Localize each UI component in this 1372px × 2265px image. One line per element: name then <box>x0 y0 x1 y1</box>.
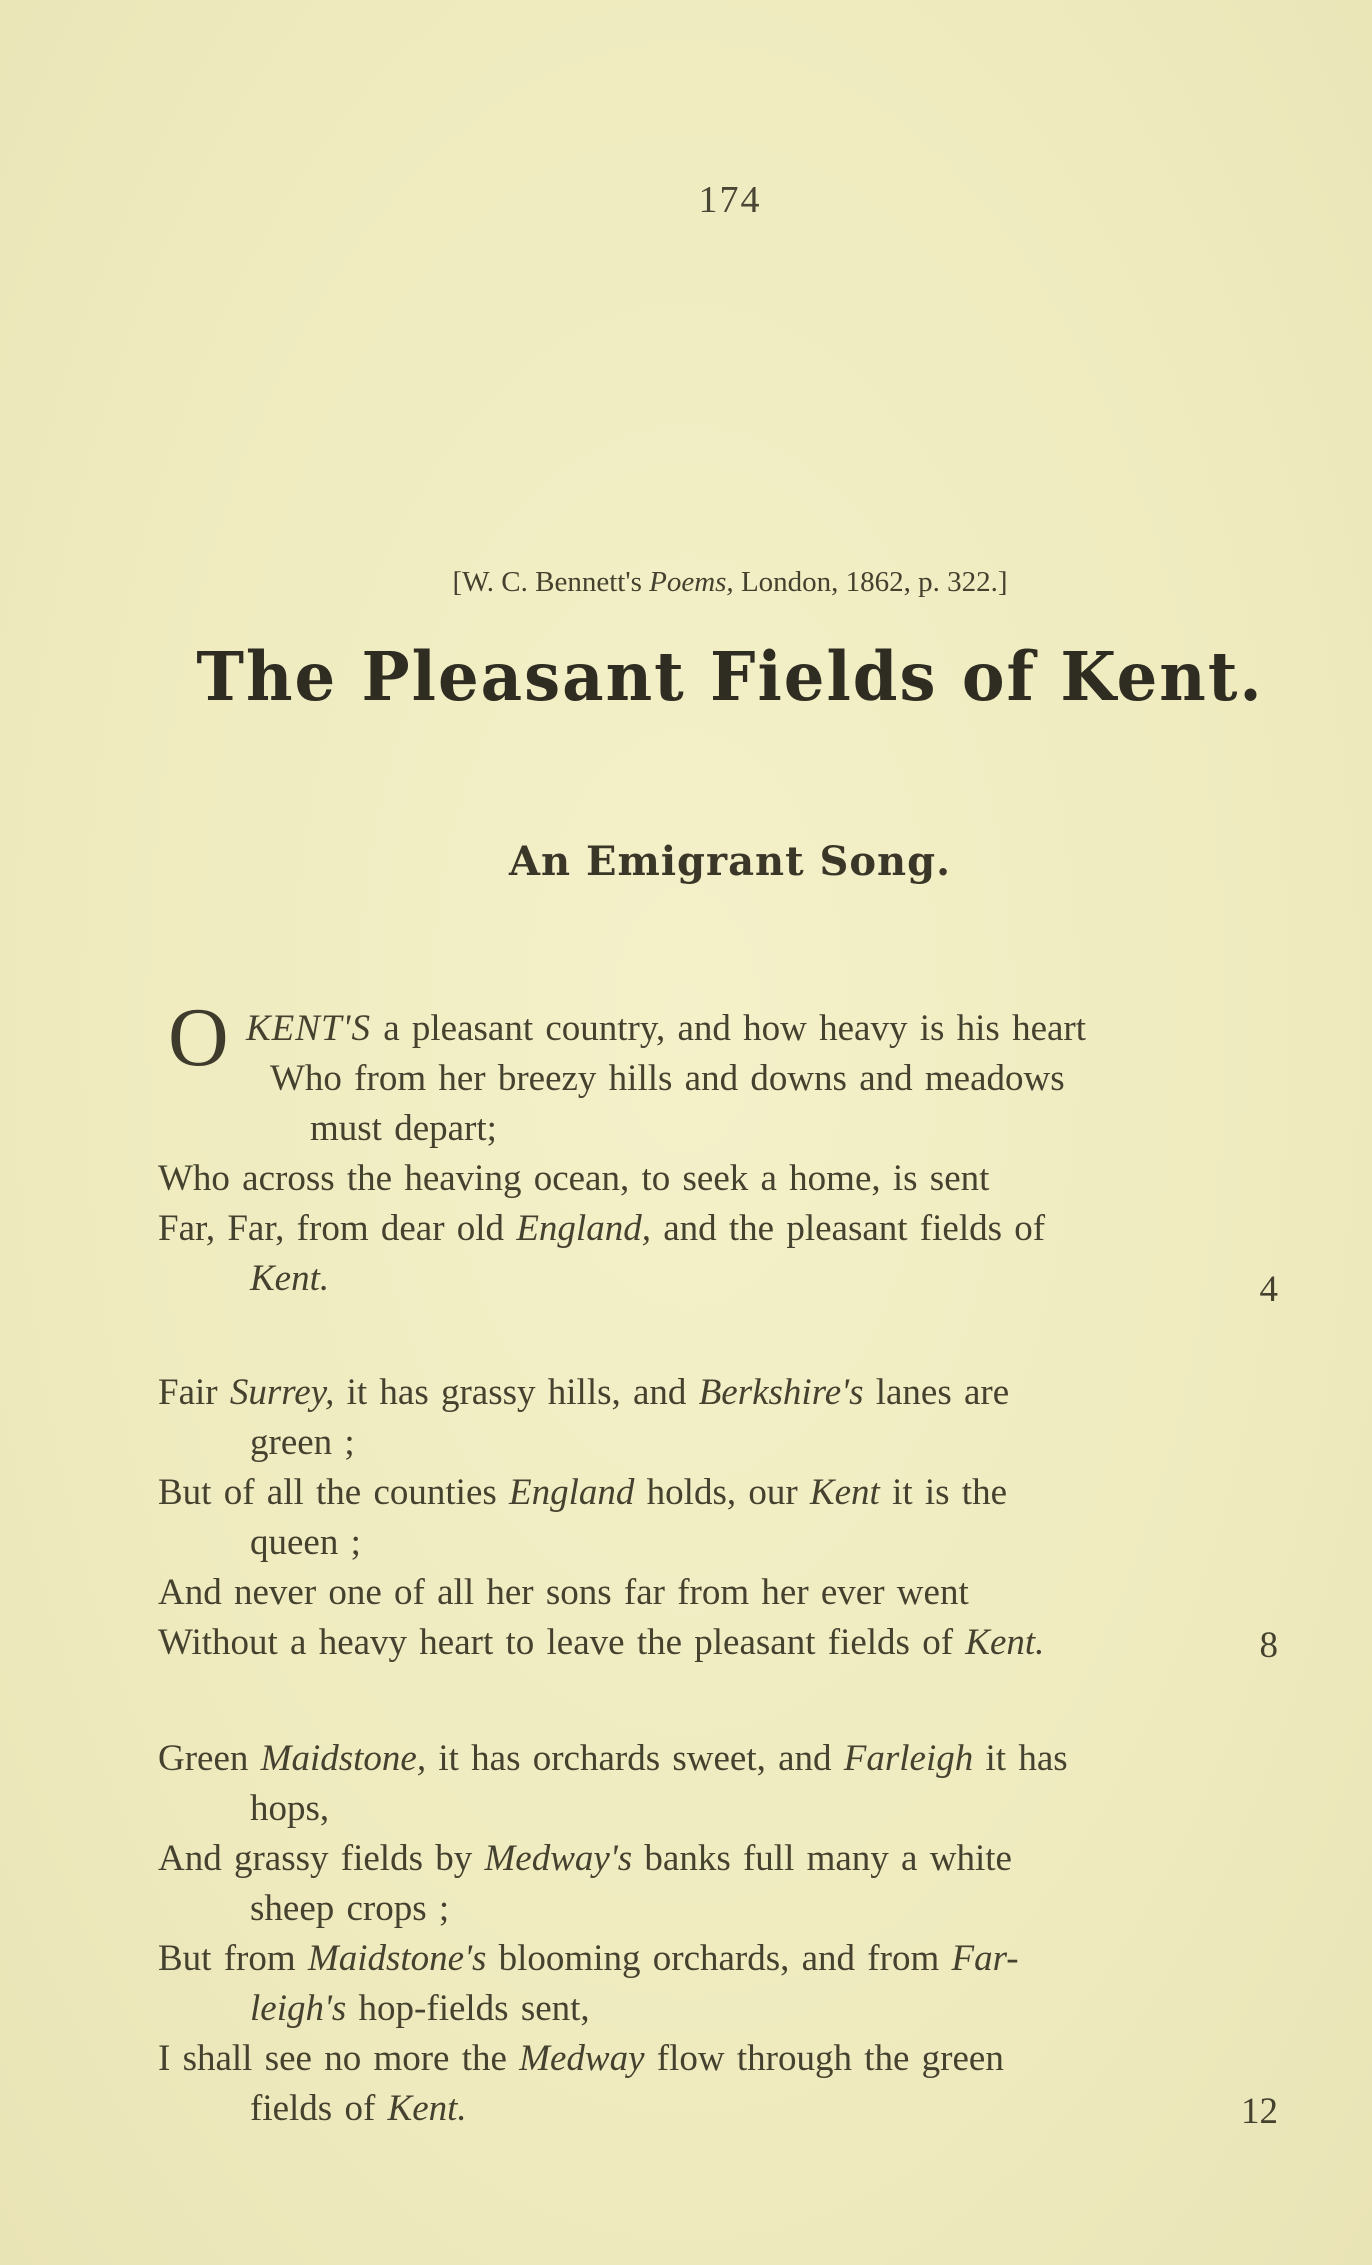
stanza-2-line-4: queen ; <box>250 1522 361 1563</box>
stanza-3-line-2: hops, <box>250 1788 330 1829</box>
line-number-12: 12 <box>1241 2091 1278 2132</box>
stanza-1-line-5: Far, Far, from dear old England, and the pleasant fields of <box>158 1208 1046 1249</box>
source-prefix: [W. C. Bennett's <box>452 566 650 598</box>
stanza-1-line-2: Who from her breezy hills and downs and meadows <box>270 1058 1065 1099</box>
stanza-1-line-4: Who across the heaving ocean, to seek a home, is sent <box>158 1158 990 1199</box>
line-number-8: 8 <box>1259 1625 1278 1666</box>
source-suffix: London, 1862, p. 322.] <box>733 566 1008 598</box>
stanza-3-line-8: fields of Kent. <box>250 2088 467 2129</box>
stanza-3-line-5: But from Maidstone's blooming orchards, and from Far- <box>158 1938 1019 1979</box>
stanza-3-line-4: sheep crops ; <box>250 1888 450 1929</box>
drop-cap: O <box>168 991 229 1084</box>
stanza-3-line-7: I shall see no more the Medway flow through the green <box>158 2038 1004 2079</box>
poem-title: The Pleasant Fields of Kent. <box>196 638 1264 717</box>
stanza-2-line-1: Fair Surrey, it has grassy hills, and Berkshire's lanes are <box>158 1372 1010 1413</box>
stanza-1-line-3: must depart; <box>310 1108 497 1149</box>
stanza-2-line-3: But of all the counties England holds, our Kent it is the <box>158 1472 1008 1513</box>
line-number-4: 4 <box>1259 1269 1278 1310</box>
stanza-3-line-6: leigh's hop-fields sent, <box>250 1988 590 2029</box>
poem-subtitle: An Emigrant Song. <box>508 838 952 885</box>
source-work: Poems, <box>649 566 734 598</box>
stanza-1-line-6: Kent. <box>250 1258 330 1299</box>
stanza-3-line-1: Green Maidstone, it has orchards sweet, and Farleigh it has <box>158 1738 1068 1779</box>
stanza-2-line-2: green ; <box>250 1422 355 1463</box>
stanza-2-line-5: And never one of all her sons far from her ever went <box>158 1572 969 1613</box>
page-number: 174 <box>698 179 762 221</box>
source-citation <box>0 566 1372 599</box>
stanza-2-line-6: Without a heavy heart to leave the pleasant fields of Kent. <box>158 1622 1045 1663</box>
stanza-3-line-3: And grassy fields by Medway's banks full many a white <box>158 1838 1012 1879</box>
stanza-1-line-1: KENT'S a pleasant country, and how heavy is his heart <box>246 1008 1087 1049</box>
